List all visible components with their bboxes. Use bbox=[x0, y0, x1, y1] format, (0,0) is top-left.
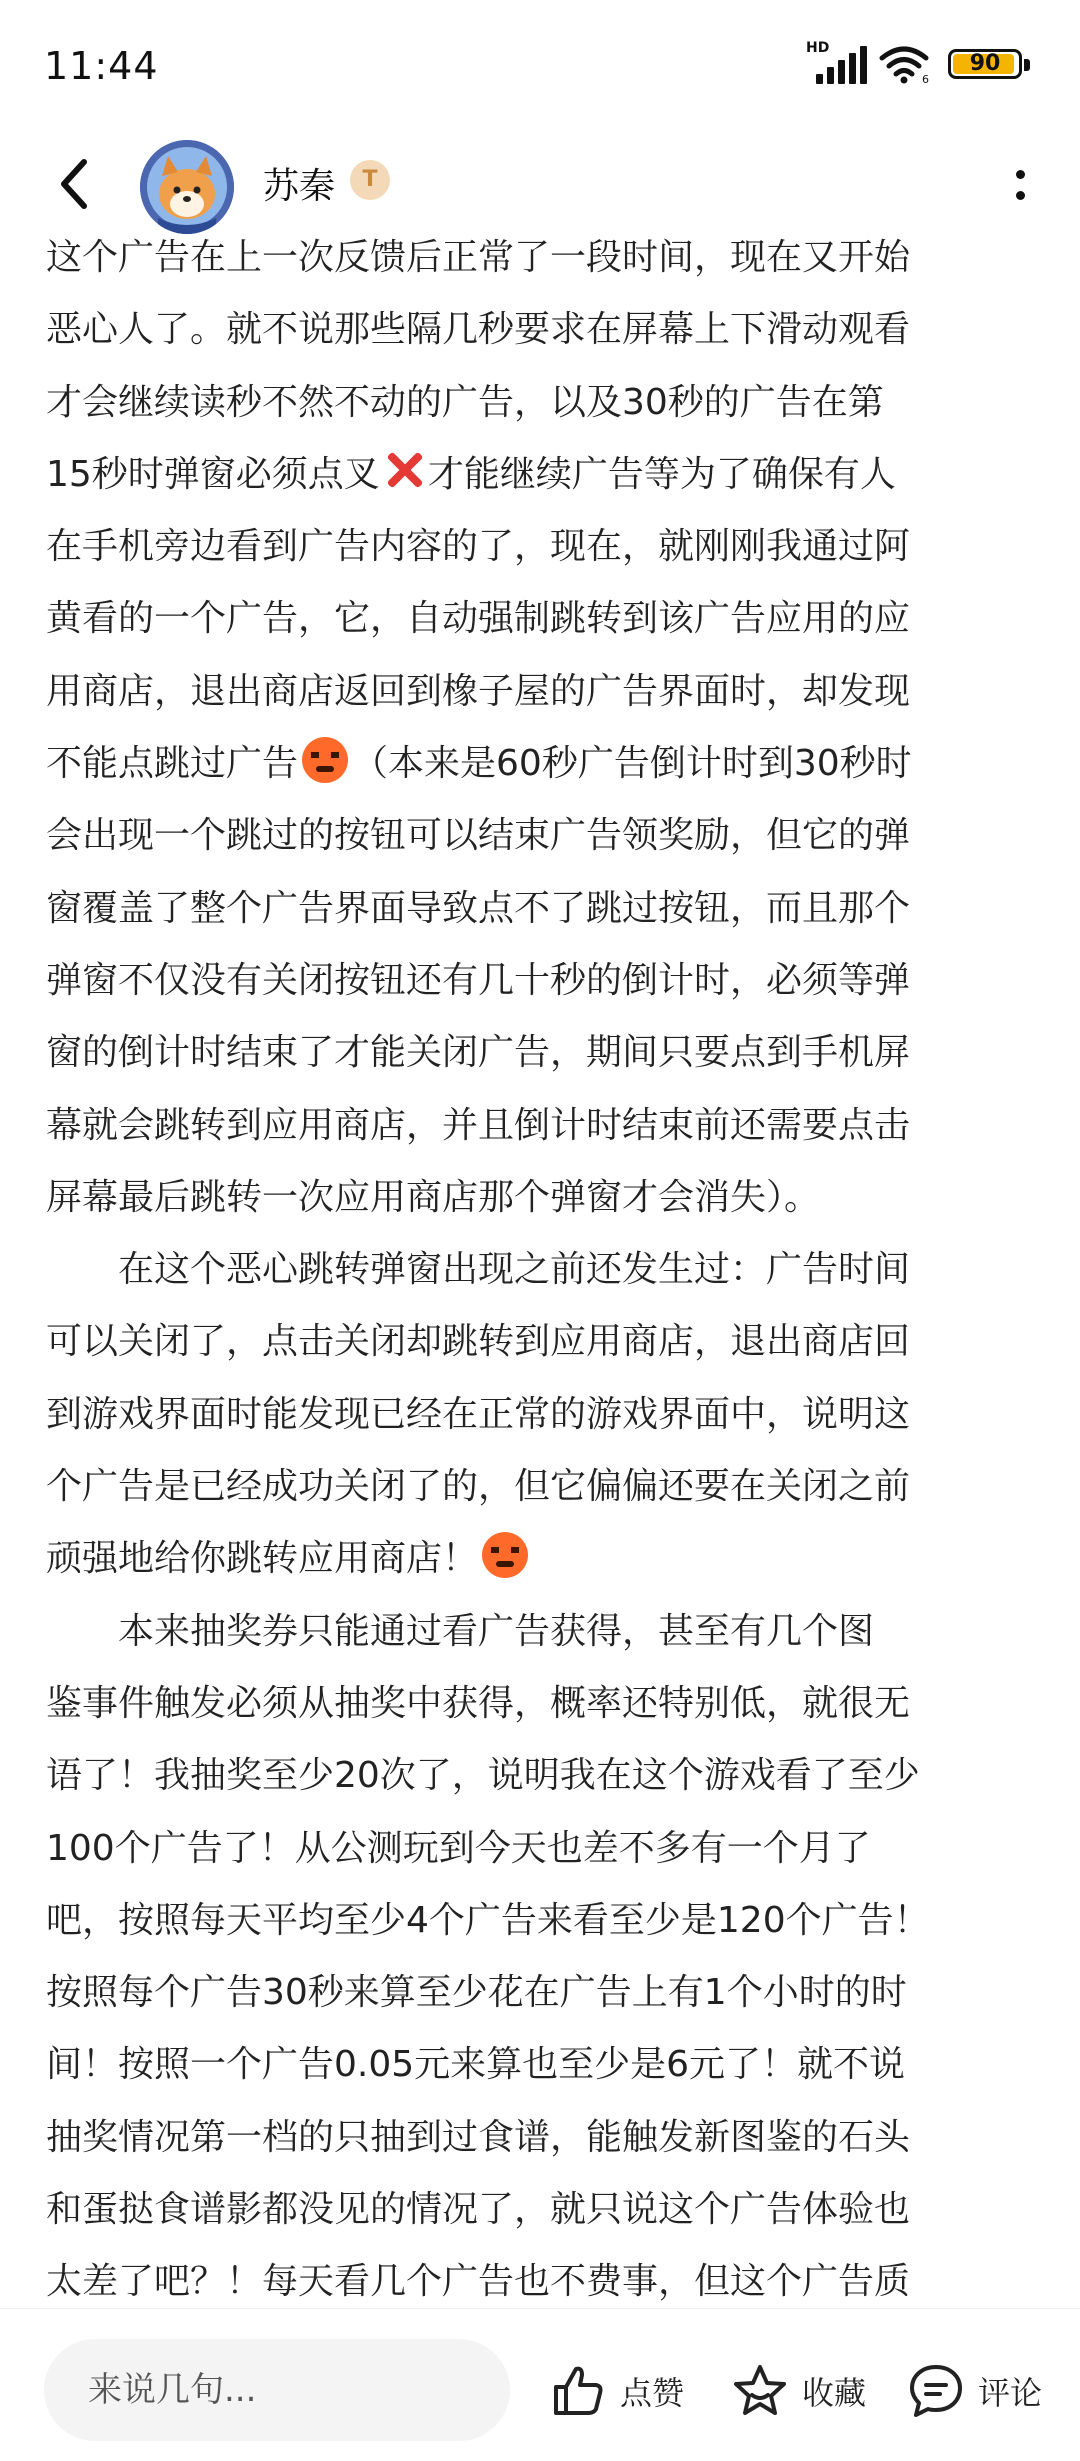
status-icons bbox=[806, 40, 1034, 84]
more-dot-icon bbox=[1016, 170, 1025, 179]
post-text-line: 用商店，退出商店返回到橡子屋的广告界面时，却发现 bbox=[46, 670, 911, 712]
post-text-line: 太差了吧？！每天看几个广告也不费事，但这个广告质 bbox=[46, 2261, 911, 2303]
post-body bbox=[46, 222, 1040, 2319]
star-icon bbox=[730, 2361, 790, 2421]
wifi-icon bbox=[878, 44, 934, 84]
post-text-line: 在这个恶心跳转弹窗出现之前还发生过：广告时间 bbox=[46, 1249, 911, 1291]
back-button[interactable] bbox=[40, 144, 110, 224]
post-text-line: 本来抽奖券只能通过看广告获得，甚至有几个图 bbox=[46, 1610, 875, 1652]
status-bar bbox=[0, 0, 1080, 130]
comment-bubble-icon bbox=[906, 2361, 966, 2421]
post-text-line: 这个广告在上一次反馈后正常了一段时间，现在又开始 bbox=[46, 237, 911, 278]
favorite-label: 收藏 bbox=[802, 2374, 867, 2412]
network-label: HD bbox=[806, 40, 830, 56]
post-text-line: 吧，按照每天平均至少4个广告来看至少是120个广告！ bbox=[46, 1899, 930, 1941]
post-text-line: 黄看的一个广告，它，自动强制跳转到该广告应用的应 bbox=[46, 598, 911, 640]
post-text-segment: （本来是60秒广告倒计时到30秒时 bbox=[352, 743, 912, 785]
shiba-avatar-icon bbox=[140, 140, 234, 234]
post-text-line: 100个广告了！从公测玩到今天也差不多有一个月了 bbox=[46, 1827, 871, 1869]
more-dot-icon bbox=[1016, 191, 1025, 200]
post-text-line: 幕就会跳转到应用商店，并且倒计时结束前还需要点击 bbox=[46, 1104, 911, 1146]
post-text-line: 个广告是已经成功关闭了的，但它偏偏还要在关闭之前 bbox=[46, 1466, 911, 1508]
post-text-line: 会出现一个跳过的按钮可以结束广告领奖励，但它的弹 bbox=[46, 815, 911, 857]
back-arrow-icon bbox=[40, 144, 110, 224]
post-text-segment: 不能点跳过广告 bbox=[46, 743, 299, 785]
post-text-line: 间！按照一个广告0.05元来算也至少是6元了！就不说 bbox=[46, 2044, 906, 2086]
angry-face-emoji-icon bbox=[482, 1532, 528, 1578]
post-text-line: 语了！我抽奖至少20次了，说明我在这个游戏看了至少 bbox=[46, 1755, 920, 1797]
post-text-line: 才会继续读秒不然不动的广告，以及30秒的广告在第 bbox=[46, 381, 884, 423]
post-text-line: 屏幕最后跳转一次应用商店那个弹窗才会消失）。 bbox=[46, 1176, 821, 1218]
post-text-line: 恶心人了。就不说那些隔几秒要求在屏幕上下滑动观看 bbox=[46, 309, 911, 351]
battery-icon bbox=[948, 45, 1034, 83]
bottom-action-bar bbox=[0, 2308, 1080, 2461]
cross-mark-emoji-icon bbox=[382, 448, 426, 492]
post-text-line: 在手机旁边看到广告内容的了，现在，就刚刚我通过阿 bbox=[46, 526, 911, 568]
post-text-line: 鉴事件触发必须从抽奖中获得，概率还特别低，就很无 bbox=[46, 1682, 911, 1724]
favorite-button[interactable] bbox=[730, 2351, 866, 2431]
comment-input[interactable] bbox=[44, 2339, 510, 2441]
signal-icon bbox=[806, 40, 864, 84]
post-text-line bbox=[46, 1523, 1040, 1595]
status-time: 11:44 bbox=[44, 44, 159, 88]
like-label: 点赞 bbox=[620, 2374, 685, 2412]
more-options-button[interactable] bbox=[1000, 150, 1040, 220]
angry-face-emoji-icon bbox=[302, 737, 348, 783]
thumbs-up-icon bbox=[548, 2361, 608, 2421]
avatar[interactable] bbox=[140, 140, 234, 234]
post-text-line: 按照每个广告30秒来算至少花在广告上有1个小时的时 bbox=[46, 1972, 907, 2014]
post-text-line: 可以关闭了，点击关闭却跳转到应用商店，退出商店回 bbox=[46, 1321, 911, 1363]
svg-text:6: 6 bbox=[922, 73, 929, 84]
like-button[interactable] bbox=[548, 2351, 684, 2431]
comment-button[interactable] bbox=[906, 2351, 1042, 2431]
post-text-line bbox=[46, 728, 1040, 800]
post-text-line: 窗覆盖了整个广告界面导致点不了跳过按钮，而且那个 bbox=[46, 887, 911, 929]
post-text-line: 窗的倒计时结束了才能关闭广告，期间只要点到手机屏 bbox=[46, 1032, 911, 1074]
comment-label: 评论 bbox=[978, 2374, 1043, 2412]
post-text-line: 弹窗不仅没有关闭按钮还有几十秒的倒计时，必须等弹 bbox=[46, 959, 911, 1001]
post-text-segment: 顽强地给你跳转应用商店！ bbox=[46, 1538, 479, 1580]
post-text-line: 抽奖情况第一档的只抽到过食谱，能触发新图鉴的石头 bbox=[46, 2116, 911, 2158]
post-text-line: 到游戏界面时能发现已经在正常的游戏界面中，说明这 bbox=[46, 1393, 911, 1435]
battery-level: 90 bbox=[969, 51, 1001, 76]
post-text-segment: 才能继续广告等为了确保有人 bbox=[427, 453, 896, 495]
user-level-badge: T bbox=[350, 160, 390, 200]
post-text-segment: 15秒时弹窗必须点叉 bbox=[46, 453, 380, 495]
post-text-line: 和蛋挞食谱影都没见的情况了，就只说这个广告体验也 bbox=[46, 2189, 911, 2231]
post-text-line bbox=[46, 439, 1040, 511]
user-name[interactable]: 苏秦 bbox=[263, 166, 336, 207]
